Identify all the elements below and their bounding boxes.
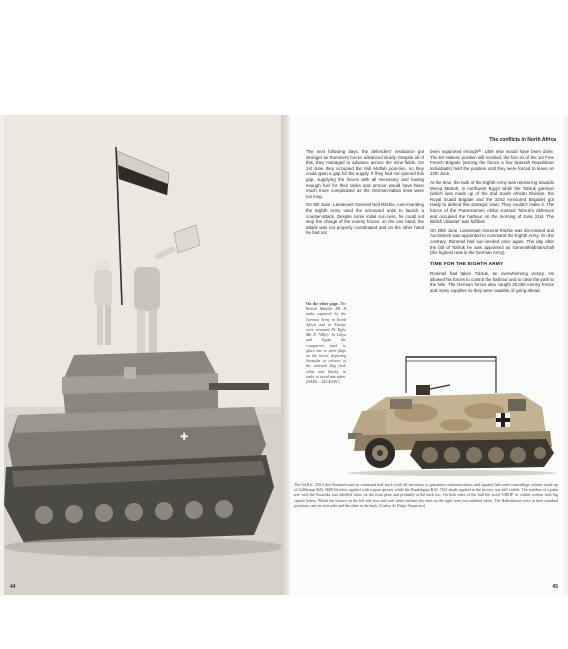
paragraph: On 25th June, Lieutenant General Ritchie was dis-missed and Auchinleck was appointed to command the Eighth Army. On the contrary, Rommel had suc-ceeded once again. The day after the fall of Tobruk he was appointed as Generalfeldmarschall (the highest rank in the German Army). xyxy=(430,227,554,256)
tank-photo xyxy=(4,115,282,595)
caption-lead: On the other page. xyxy=(306,301,339,306)
text-column-two xyxy=(430,149,554,297)
halftrack-illustration xyxy=(346,337,558,477)
paragraph: On 5th June, Lieutenant General Neil Ritchie, com-manding the Eighth Army used the armoured units to launch a counter-attack. Despite some initial suc-cess, he could not stop the charge of the enemy forces: on the one hand, the attack was not properly coordinated and on the other hand he had not xyxy=(306,202,424,236)
text-column-one xyxy=(306,149,424,239)
caption-text: The British Matilda Mk II tanks captured by the German Army in North Africa and in Europe were renamed Pz Kpfw Mk II 748(e). In Libya and Egypt the conquerors used to place one or more flags on the turret, depicting Swastika or colours of the national flag (red, white and black), in order to avoid mis-takes. (NARA – 242-EAPC) xyxy=(306,301,347,385)
paragraph: been supported enough²⁰. Little else would have been done. The Bir Hakeim position still resisted, the forc-es of the 1st Free French Brigade (among the forces a few Spanish Republican individuals) held the position until they were forced to leave on 10th June. xyxy=(430,149,554,177)
plate-caption: The Sd.Kfz. 250/3 that Rommel used as command half-track (with all necessary to guarantee communications and signals) had some camouflage scheme made up of Gelbbraun RAL 8000 blotches applied with a paint sprayer while the Dunkelgrau RAL 7021 shade applied in the factory was still visible. The emblem of a palm tree with the Swastika was labelled white on the front plate and probably at the back too. On both sides of the hull the word 'GREIF' in visible written with big capital letters. Whilst the licence on the left side rear and with white outlines the ones on the right were just outlined white. The Balkenkreuz were in their standard positions, one on each side and the other at the back. (Carlos de Diego Vaquerizo) xyxy=(294,482,558,508)
svg-text:✚: ✚ xyxy=(180,432,189,443)
left-page xyxy=(4,115,282,595)
section-heading: TIME FOR THE EIGHTH ARMY xyxy=(430,261,504,267)
running-head: The conflicts in North Africa xyxy=(489,137,556,143)
paragraph: Rommel had taken Tobruk, an overwhelming victory. He allowed his forces to control the harbour and to clear the path to the Nile. The German forces also caught 20,000 enemy forces and many supplies so they were capable of going ahead. xyxy=(430,271,554,294)
photo-caption xyxy=(306,301,346,384)
page-number-right: 45 xyxy=(552,584,558,590)
right-page xyxy=(290,115,564,595)
paragraph: At the time, the bulk of the Eighth Army was retreat-ing towards Mersa Matruh, in northwest Egypt while the Tobruk garrison (which was made up of the 2nd South African Division, the Royal Guard Brigade and the 32nd Armoured Brigade) got ready to defend this strategic town. They couldn't make it. The forces of the Panzerarmee Afrika crossed Tobruk's defences and occupied the harbour on the morning of June 21st. The British 'disaster' was fulfilled. xyxy=(430,179,554,225)
page-number-left: 44 xyxy=(10,584,16,590)
paragraph: The next following days, the defenders' resistance got stronger as Rommel's forces advanced slowly. Despite all of this, they managed to advance across the mine-fields. On 1st June they occupied the Sidi Muftah posi-tion, so they could open a gap for the supply. If they had not opened this gap, supplying the forces with all necessary and having enough fuel for their tanks and armour would have been much more complicated as the German-Italian lines were too long. xyxy=(306,149,424,199)
balkenkreuz-icon xyxy=(496,413,510,427)
